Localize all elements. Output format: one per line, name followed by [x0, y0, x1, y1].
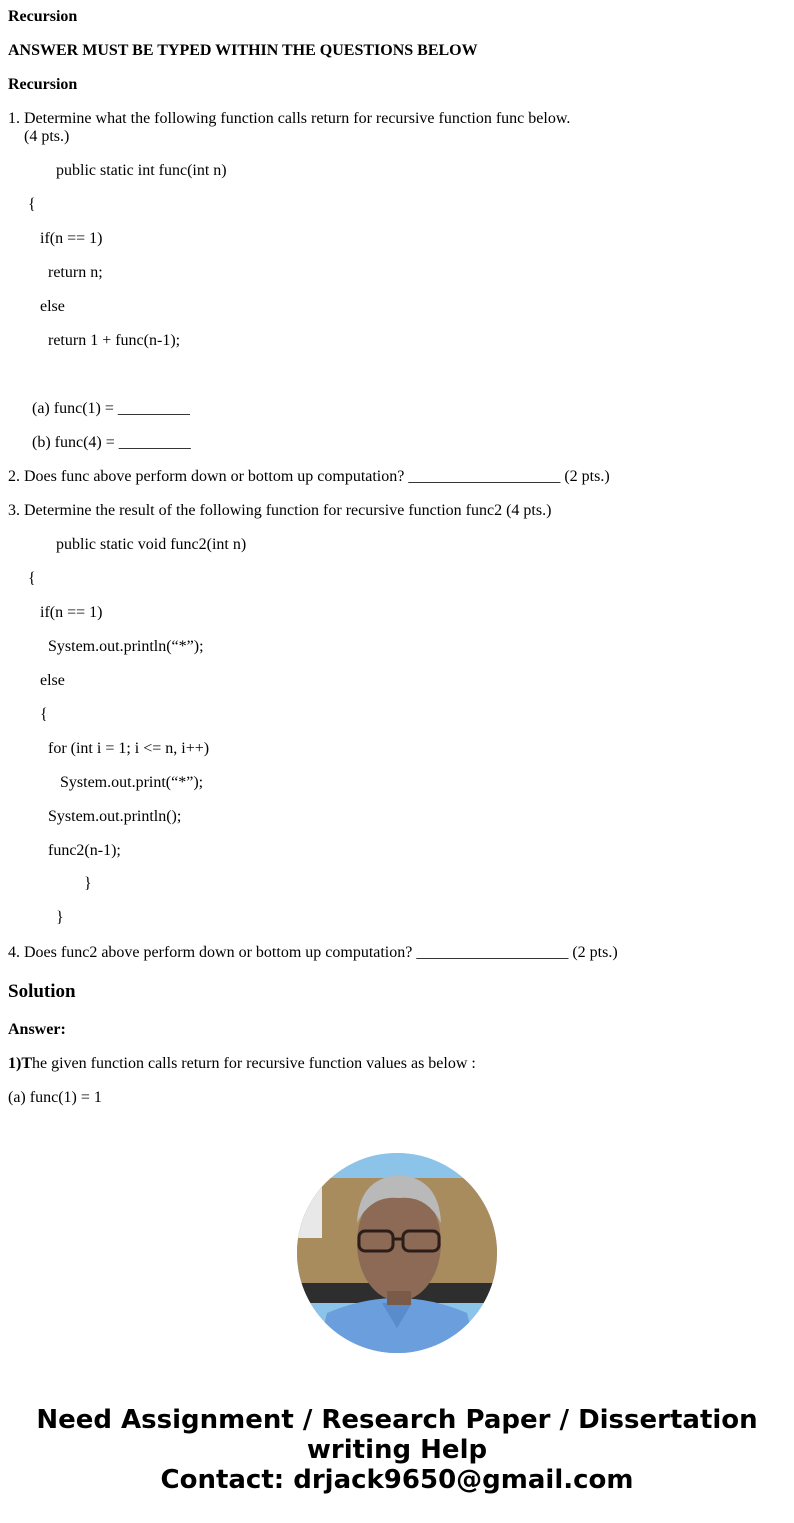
question-2: 2. Does func above perform down or bottom up computation? ___________________ (2 pts.): [8, 468, 610, 485]
code-line: else: [40, 672, 65, 689]
code-line: {: [40, 706, 48, 723]
instruction: ANSWER MUST BE TYPED WITHIN THE QUESTIONS BELOW: [8, 42, 478, 59]
code-line: }: [56, 909, 64, 926]
question-1a: (a) func(1) = _________: [32, 400, 190, 417]
code-line: System.out.print(“*”);: [60, 774, 204, 791]
code-line: }: [84, 875, 92, 892]
answer-label: Answer:: [8, 1021, 66, 1038]
code-line: {: [28, 196, 36, 213]
code-line: else: [40, 298, 65, 315]
question-1-points: (4 pts.): [24, 128, 70, 145]
section-subtitle: Recursion: [8, 76, 78, 93]
promo-line-1: Need Assignment / Research Paper / Dissertation: [36, 1405, 758, 1435]
code-line: func2(n-1);: [48, 842, 121, 859]
promo-contact: Contact: drjack9650@gmail.com: [160, 1465, 634, 1495]
solution-heading: Solution: [8, 981, 76, 1002]
question-3: 3. Determine the result of the following function for recursive function func2 (4 pts.): [8, 502, 552, 519]
code-line: if(n == 1): [40, 604, 103, 621]
code-line: public static void func2(int n): [56, 536, 247, 553]
code-line: return n;: [48, 264, 103, 281]
code-line: public static int func(int n): [56, 162, 227, 179]
answer-text: he given function calls return for recursive function values as below :: [32, 1055, 476, 1072]
answer-number: 1)T: [8, 1055, 32, 1072]
question-1b: (b) func(4) = _________: [32, 434, 191, 451]
code-line: if(n == 1): [40, 230, 103, 247]
promo-line-2: writing Help: [306, 1435, 488, 1465]
question-4: 4. Does func2 above perform down or bottom up computation? ___________________ (2 pts.): [8, 944, 618, 961]
question-1: 1. Determine what the following function calls return for recursive function func below.: [8, 110, 571, 127]
code-line: return 1 + func(n-1);: [48, 332, 181, 349]
person-photo-icon: [297, 1153, 497, 1353]
code-line: System.out.println(“*”);: [48, 638, 204, 655]
avatar: [297, 1153, 497, 1353]
document-title: Recursion: [8, 8, 78, 25]
code-line: System.out.println();: [48, 808, 182, 825]
code-line: {: [28, 570, 36, 587]
code-line: for (int i = 1; i <= n, i++): [48, 740, 210, 757]
answer-line-2: (a) func(1) = 1: [8, 1089, 102, 1106]
answer-line-1: [8, 1055, 476, 1073]
